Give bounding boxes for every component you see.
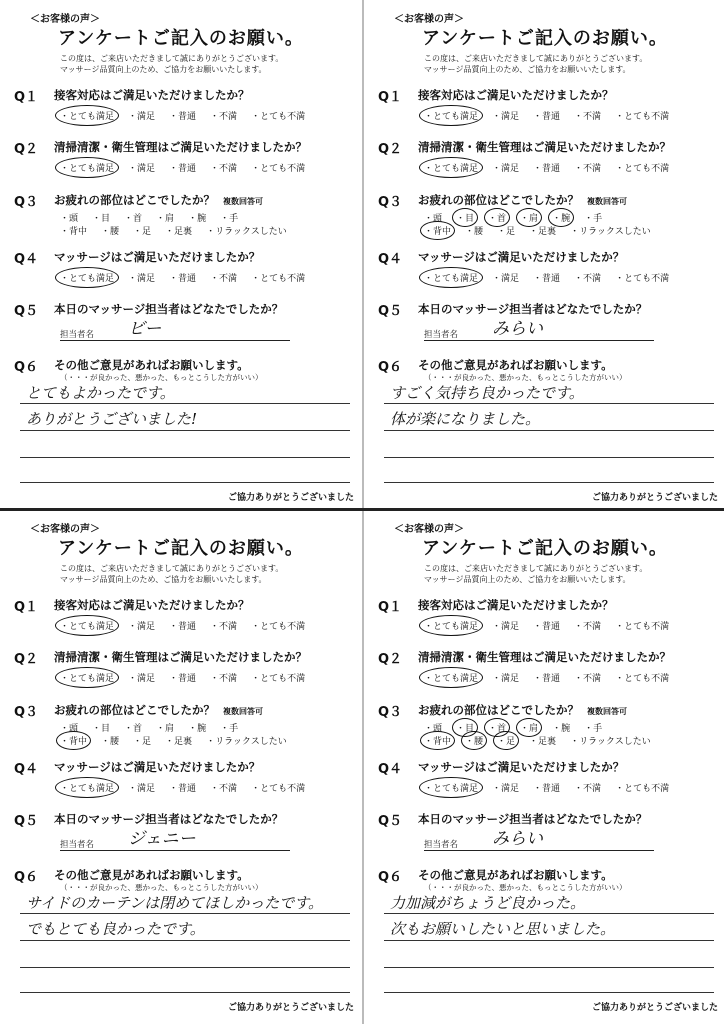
- body-part-option: ・頭: [424, 214, 443, 224]
- question-number: Q６: [378, 870, 403, 885]
- rating-option: ・普通: [533, 622, 561, 632]
- survey-title: アンケートご記入のお願い。: [422, 538, 668, 559]
- body-part-option: ・腰: [101, 227, 120, 237]
- rating-option: ・満足: [128, 784, 156, 794]
- body-part-option: ・頭: [60, 214, 79, 224]
- comment-line-2: でもとても良かったです。: [26, 920, 205, 938]
- comment-line-2: ありがとうございました!: [26, 410, 198, 428]
- horizontal-divider: [0, 508, 724, 511]
- rating-option: ・普通: [169, 112, 197, 122]
- body-part-option: ・目: [92, 724, 111, 734]
- rating-option: ・とても満足: [424, 271, 478, 284]
- body-part-option: ・手: [584, 214, 603, 224]
- comment-line: [384, 403, 714, 404]
- comment-line: [20, 430, 350, 431]
- question-number: Q１: [378, 600, 403, 615]
- question-text: 接客対応はご満足いただけましたか？: [54, 88, 250, 102]
- thanks-text: ご協力ありがとうございました: [227, 493, 354, 503]
- question-number: Q３: [14, 705, 39, 720]
- rating-option: ・満足: [128, 274, 156, 284]
- voice-label: ＜お客様の声＞: [394, 14, 464, 25]
- body-part-option: ・腰: [465, 227, 484, 237]
- body-part-option: ・背中: [424, 224, 451, 237]
- voice-label: ＜お客様の声＞: [30, 14, 100, 25]
- intro-line: この度は、ご来店いただきまして誠にありがとうございます。: [424, 564, 648, 573]
- question-number: Q１: [378, 90, 403, 105]
- body-part-option: ・腕: [552, 724, 571, 734]
- comment-line: [384, 430, 714, 431]
- body-part-option: ・リラックスしたい: [206, 737, 287, 747]
- staff-label: 担当者名: [424, 840, 459, 850]
- comment-line: [384, 967, 714, 968]
- comment-line-2: 次もお願いしたいと思いました。: [390, 920, 616, 938]
- comment-hint: （・・・が良かった、悪かった、もっとこうした方がいい）: [424, 373, 627, 382]
- rating-option: ・普通: [533, 674, 561, 684]
- comment-line: [20, 967, 350, 968]
- comment-line: [20, 940, 350, 941]
- body-part-option: ・肩: [520, 211, 538, 224]
- comment-line: [384, 940, 714, 941]
- body-parts-row-2: [424, 734, 665, 747]
- staff-underline: [60, 850, 290, 851]
- multiple-answer-note: 複数回答可: [587, 707, 627, 716]
- body-parts-row-1: [60, 211, 252, 224]
- comment-line: [20, 482, 350, 483]
- body-part-option: ・足裏: [165, 737, 193, 747]
- rating-options: [60, 671, 319, 684]
- body-part-option: ・首: [488, 721, 506, 734]
- rating-option: ・不満: [210, 674, 238, 684]
- question-number: Q５: [378, 814, 403, 829]
- body-part-option: ・手: [220, 214, 239, 224]
- rating-option: ・普通: [169, 164, 197, 174]
- body-part-option: ・腕: [188, 724, 207, 734]
- intro-line: マッサージ品質向上のため、ご協力をお願いいたします。: [60, 65, 267, 74]
- rating-option: ・不満: [574, 784, 602, 794]
- comment-line-1: すごく気持ち良かったです。: [390, 384, 584, 402]
- rating-option: ・とても満足: [424, 109, 478, 122]
- rating-option: ・とても不満: [251, 164, 306, 174]
- question-number: Q２: [14, 142, 39, 157]
- body-part-option: ・首: [488, 211, 506, 224]
- body-part-option: ・腰: [465, 734, 483, 747]
- rating-option: ・とても満足: [60, 161, 114, 174]
- comment-hint: （・・・が良かった、悪かった、もっとこうした方がいい）: [424, 883, 627, 892]
- staff-name: みらい: [492, 319, 543, 339]
- question-text: [54, 192, 263, 208]
- question-text: マッサージはご満足いただけましたか？: [54, 760, 261, 774]
- rating-option: ・とても不満: [615, 784, 670, 794]
- comment-line: [384, 457, 714, 458]
- rating-option: ・満足: [492, 622, 520, 632]
- question-text: その他ご意見があればお願いします。: [54, 868, 249, 882]
- survey-sheet-3: [8, 518, 358, 1018]
- body-part-option: ・手: [584, 724, 603, 734]
- survey-title: アンケートご記入のお願い。: [58, 538, 304, 559]
- intro-text: [60, 53, 283, 75]
- rating-option: ・不満: [210, 164, 238, 174]
- voice-label: ＜お客様の声＞: [30, 524, 100, 535]
- question-text: [418, 192, 627, 208]
- question-text: 本日のマッサージ担当者はどなたでしたか？: [418, 812, 648, 826]
- body-parts-row-2: [60, 224, 301, 237]
- body-part-option: ・肩: [156, 724, 175, 734]
- body-part-option: ・手: [220, 724, 239, 734]
- staff-label: 担当者名: [60, 840, 95, 850]
- question-text: その他ご意見があればお願いします。: [54, 358, 249, 372]
- comment-line: [384, 482, 714, 483]
- rating-option: ・不満: [574, 164, 602, 174]
- intro-text: [424, 563, 647, 585]
- question-number: Q５: [378, 304, 403, 319]
- rating-option: ・とても満足: [60, 781, 114, 794]
- rating-option: ・とても不満: [251, 112, 306, 122]
- body-parts-row-1: [60, 721, 252, 734]
- rating-option: ・とても不満: [251, 674, 306, 684]
- question-number: Q２: [378, 652, 403, 667]
- rating-option: ・不満: [210, 274, 238, 284]
- question-text: 本日のマッサージ担当者はどなたでしたか？: [54, 812, 284, 826]
- rating-options: [424, 271, 683, 284]
- survey-sheet-4: [372, 518, 722, 1018]
- body-part-option: ・足: [497, 734, 515, 747]
- question-text: 本日のマッサージ担当者はどなたでしたか？: [54, 302, 284, 316]
- body-part-option: ・目: [92, 214, 111, 224]
- intro-line: マッサージ品質向上のため、ご協力をお願いいたします。: [424, 575, 631, 584]
- staff-underline: [424, 850, 654, 851]
- rating-option: ・不満: [574, 274, 602, 284]
- rating-option: ・満足: [492, 784, 520, 794]
- rating-options: [60, 161, 319, 174]
- question-number: Q６: [378, 360, 403, 375]
- question-number: Q２: [378, 142, 403, 157]
- body-part-option: ・足裏: [529, 737, 557, 747]
- body-part-option: ・目: [456, 211, 474, 224]
- body-part-option: ・足裏: [165, 227, 193, 237]
- rating-options: [424, 671, 683, 684]
- question-number: Q４: [378, 252, 403, 267]
- rating-option: ・とても満足: [60, 109, 114, 122]
- comment-line: [384, 992, 714, 993]
- rating-option: ・とても不満: [251, 784, 306, 794]
- question-text: [54, 702, 263, 718]
- voice-label: ＜お客様の声＞: [394, 524, 464, 535]
- question-number: Q２: [14, 652, 39, 667]
- body-part-option: ・肩: [520, 721, 538, 734]
- rating-option: ・普通: [169, 274, 197, 284]
- rating-option: ・とても不満: [251, 622, 306, 632]
- comment-hint: （・・・が良かった、悪かった、もっとこうした方がいい）: [60, 883, 263, 892]
- question-text: [418, 702, 627, 718]
- vertical-divider: [362, 0, 364, 1024]
- question-number: Q１: [14, 90, 39, 105]
- survey-sheet-2: [372, 8, 722, 508]
- survey-title: アンケートご記入のお願い。: [422, 28, 668, 49]
- question-text: マッサージはご満足いただけましたか？: [54, 250, 261, 264]
- body-part-option: ・背中: [60, 734, 87, 747]
- intro-line: この度は、ご来店いただきまして誠にありがとうございます。: [60, 54, 284, 63]
- rating-option: ・とても満足: [424, 619, 478, 632]
- rating-option: ・とても満足: [424, 671, 478, 684]
- rating-options: [424, 619, 683, 632]
- staff-name: ビー: [128, 319, 162, 339]
- rating-options: [424, 161, 683, 174]
- question-text: 清掃清潔・衛生管理はご満足いただけましたか？: [418, 140, 671, 154]
- intro-line: この度は、ご来店いただきまして誠にありがとうございます。: [60, 564, 284, 573]
- multiple-answer-note: 複数回答可: [223, 197, 263, 206]
- comment-line: [384, 913, 714, 914]
- question-text: 清掃清潔・衛生管理はご満足いただけましたか？: [54, 650, 307, 664]
- body-part-option: ・足: [133, 737, 152, 747]
- rating-options: [424, 109, 683, 122]
- rating-option: ・とても不満: [615, 622, 670, 632]
- question-number: Q６: [14, 870, 39, 885]
- body-part-option: ・目: [456, 721, 474, 734]
- staff-name: みらい: [492, 829, 543, 849]
- intro-line: マッサージ品質向上のため、ご協力をお願いいたします。: [60, 575, 267, 584]
- comment-line: [20, 403, 350, 404]
- multiple-answer-note: 複数回答可: [587, 197, 627, 206]
- intro-text: [424, 53, 647, 75]
- rating-option: ・不満: [210, 112, 238, 122]
- rating-option: ・とても不満: [615, 674, 670, 684]
- question-number: Q４: [14, 252, 39, 267]
- question-text: 清掃清潔・衛生管理はご満足いただけましたか？: [418, 650, 671, 664]
- body-part-option: ・頭: [424, 724, 443, 734]
- question-text-main: お疲れの部位はどこでしたか？: [418, 703, 579, 717]
- question-number: Q４: [14, 762, 39, 777]
- body-part-option: ・足裏: [529, 227, 557, 237]
- question-number: Q５: [14, 814, 39, 829]
- body-parts-row-1: [424, 211, 616, 224]
- comment-line: [20, 992, 350, 993]
- rating-option: ・とても満足: [60, 671, 114, 684]
- rating-option: ・とても満足: [424, 161, 478, 174]
- intro-text: [60, 563, 283, 585]
- comment-line: [20, 913, 350, 914]
- rating-option: ・満足: [492, 112, 520, 122]
- body-parts-row-1: [424, 721, 616, 734]
- rating-option: ・満足: [128, 674, 156, 684]
- thanks-text: ご協力ありがとうございました: [227, 1003, 354, 1013]
- rating-option: ・普通: [533, 112, 561, 122]
- question-text: マッサージはご満足いただけましたか？: [418, 250, 625, 264]
- body-part-option: ・足: [133, 227, 152, 237]
- rating-option: ・不満: [210, 784, 238, 794]
- rating-options: [424, 781, 683, 794]
- question-number: Q６: [14, 360, 39, 375]
- question-text: 接客対応はご満足いただけましたか？: [418, 88, 614, 102]
- rating-option: ・とても不満: [251, 274, 306, 284]
- question-number: Q５: [14, 304, 39, 319]
- rating-option: ・とても満足: [424, 781, 478, 794]
- body-part-option: ・頭: [60, 724, 79, 734]
- rating-option: ・満足: [128, 622, 156, 632]
- rating-options: [60, 781, 319, 794]
- question-text-main: お疲れの部位はどこでしたか？: [54, 193, 215, 207]
- body-part-option: ・腕: [552, 211, 570, 224]
- question-text: その他ご意見があればお願いします。: [418, 358, 613, 372]
- rating-option: ・とても満足: [60, 271, 114, 284]
- comment-line-1: サイドのカーテンは閉めてほしかったです。: [26, 894, 324, 912]
- question-number: Q１: [14, 600, 39, 615]
- staff-underline: [60, 340, 290, 341]
- rating-option: ・普通: [169, 622, 197, 632]
- body-part-option: ・肩: [156, 214, 175, 224]
- question-text: その他ご意見があればお願いします。: [418, 868, 613, 882]
- question-text: 接客対応はご満足いただけましたか？: [54, 598, 250, 612]
- rating-option: ・不満: [210, 622, 238, 632]
- rating-option: ・普通: [533, 164, 561, 174]
- comment-line: [20, 457, 350, 458]
- multiple-answer-note: 複数回答可: [223, 707, 263, 716]
- rating-option: ・満足: [128, 164, 156, 174]
- intro-line: この度は、ご来店いただきまして誠にありがとうございます。: [424, 54, 648, 63]
- rating-option: ・とても満足: [60, 619, 114, 632]
- rating-option: ・不満: [574, 112, 602, 122]
- rating-option: ・満足: [492, 274, 520, 284]
- rating-option: ・不満: [574, 622, 602, 632]
- body-parts-row-2: [424, 224, 665, 237]
- body-part-option: ・リラックスしたい: [206, 227, 287, 237]
- staff-underline: [424, 340, 654, 341]
- thanks-text: ご協力ありがとうございました: [591, 1003, 718, 1013]
- staff-name: ジェニー: [128, 829, 196, 849]
- body-part-option: ・背中: [60, 227, 88, 237]
- body-part-option: ・リラックスしたい: [570, 737, 651, 747]
- thanks-text: ご協力ありがとうございました: [591, 493, 718, 503]
- body-part-option: ・首: [124, 214, 143, 224]
- question-text: 本日のマッサージ担当者はどなたでしたか？: [418, 302, 648, 316]
- rating-option: ・普通: [533, 274, 561, 284]
- body-part-option: ・リラックスしたい: [570, 227, 651, 237]
- body-part-option: ・足: [497, 227, 516, 237]
- question-text-main: お疲れの部位はどこでしたか？: [418, 193, 579, 207]
- rating-option: ・普通: [169, 784, 197, 794]
- comment-line-2: 体が楽になりました。: [390, 410, 541, 428]
- body-part-option: ・背中: [424, 734, 451, 747]
- question-text: 接客対応はご満足いただけましたか？: [418, 598, 614, 612]
- rating-options: [60, 619, 319, 632]
- rating-options: [60, 109, 319, 122]
- survey-title: アンケートご記入のお願い。: [58, 28, 304, 49]
- body-part-option: ・腰: [101, 737, 120, 747]
- survey-sheet-1: [8, 8, 358, 508]
- rating-option: ・不満: [574, 674, 602, 684]
- body-part-option: ・腕: [188, 214, 207, 224]
- rating-option: ・とても不満: [615, 274, 670, 284]
- comment-hint: （・・・が良かった、悪かった、もっとこうした方がいい）: [60, 373, 263, 382]
- rating-option: ・満足: [128, 112, 156, 122]
- staff-label: 担当者名: [60, 330, 95, 340]
- question-number: Q３: [378, 195, 403, 210]
- rating-option: ・満足: [492, 164, 520, 174]
- question-number: Q４: [378, 762, 403, 777]
- rating-option: ・満足: [492, 674, 520, 684]
- rating-options: [60, 271, 319, 284]
- body-parts-row-2: [60, 734, 301, 747]
- rating-option: ・普通: [169, 674, 197, 684]
- question-text: 清掃清潔・衛生管理はご満足いただけましたか？: [54, 140, 307, 154]
- staff-label: 担当者名: [424, 330, 459, 340]
- comment-line-1: 力加減がちょうど良かった。: [390, 894, 586, 912]
- rating-option: ・とても不満: [615, 112, 670, 122]
- intro-line: マッサージ品質向上のため、ご協力をお願いいたします。: [424, 65, 631, 74]
- question-text: マッサージはご満足いただけましたか？: [418, 760, 625, 774]
- rating-option: ・普通: [533, 784, 561, 794]
- question-number: Q３: [378, 705, 403, 720]
- rating-option: ・とても不満: [615, 164, 670, 174]
- body-part-option: ・首: [124, 724, 143, 734]
- question-text-main: お疲れの部位はどこでしたか？: [54, 703, 215, 717]
- question-number: Q３: [14, 195, 39, 210]
- comment-line-1: とてもよかったです。: [26, 384, 175, 402]
